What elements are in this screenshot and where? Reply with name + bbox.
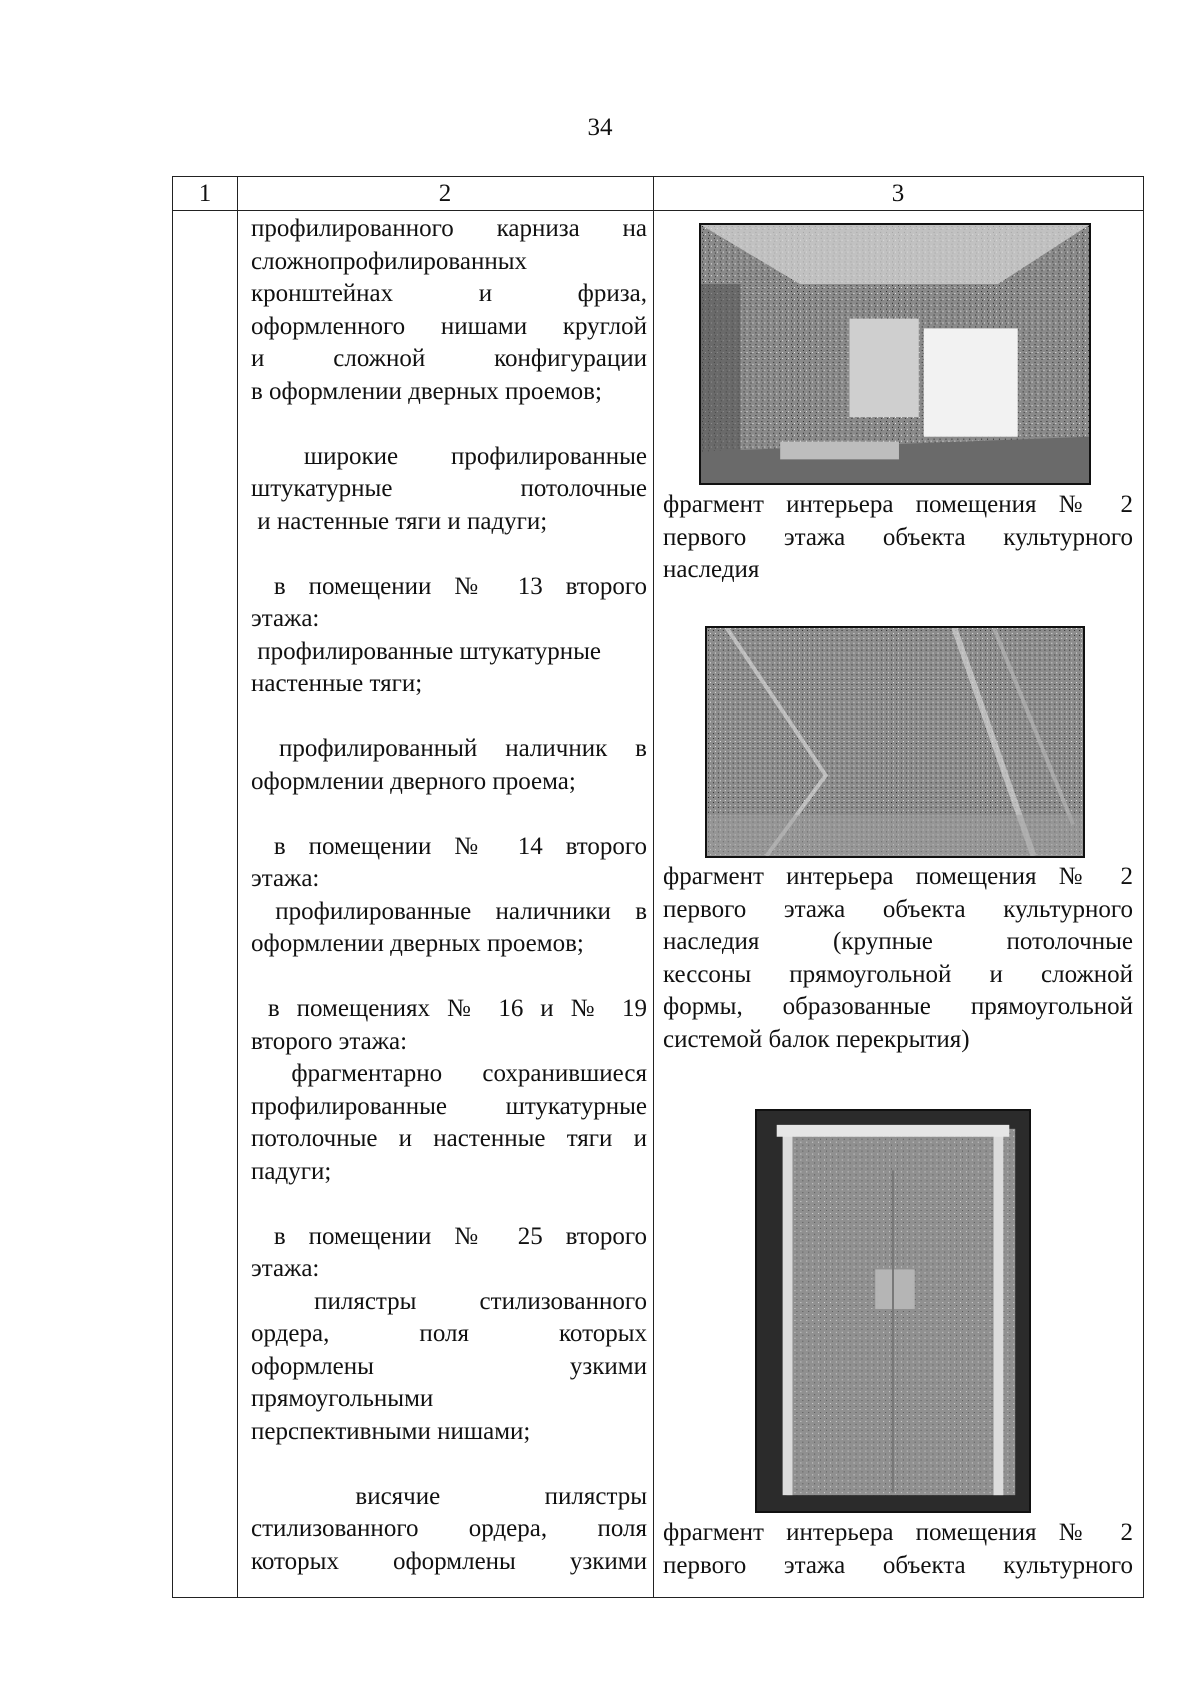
caption-line: первого этажа объекта культурного <box>663 523 1133 551</box>
description-column <box>251 213 647 1578</box>
description-line: оформлении дверного проема; <box>251 767 576 795</box>
description-line: штукатурные потолочные <box>251 475 647 502</box>
caption-line: системой балок перекрытия) <box>663 1025 970 1053</box>
header-divider <box>173 210 1143 211</box>
photo-caption-2 <box>663 861 1133 1056</box>
header-col-1: 1 <box>198 180 212 207</box>
description-line: ордера, поля которых <box>251 1320 647 1347</box>
description-line: профилированные штукатурные <box>251 637 601 665</box>
interior-photo-1 <box>699 223 1091 485</box>
caption-line: формы, образованные прямоугольной <box>663 993 1133 1020</box>
description-line: фрагментарно сохранившиеся <box>251 1060 647 1087</box>
caption-line: фрагмент интерьера помещения № 2 <box>663 491 1133 518</box>
heritage-table <box>172 176 1144 1598</box>
description-line: профилированные наличники в <box>251 897 647 925</box>
description-line: перспективными нишами; <box>251 1417 531 1445</box>
description-line: настенные тяги; <box>251 670 423 697</box>
description-line: и сложной конфигурации <box>251 345 647 372</box>
description-line: сложнопрофилированных <box>251 247 528 275</box>
description-line: этажа: <box>251 865 320 892</box>
description-line: в помещении № 14 второго <box>251 832 647 860</box>
description-line <box>251 1188 647 1221</box>
description-line: профилированные штукатурные <box>251 1092 647 1120</box>
description-line: и настенные тяги и падуги; <box>251 507 548 535</box>
interior-photo-2 <box>705 626 1085 858</box>
caption-line: первого этажа объекта культурного <box>663 895 1133 923</box>
description-line <box>251 1448 647 1481</box>
description-line: профилированного карниза на <box>251 215 647 242</box>
description-line: в помещении № 25 второго <box>251 1222 647 1250</box>
description-line: стилизованного ордера, поля <box>251 1515 647 1542</box>
description-line: этажа: <box>251 1255 320 1282</box>
caption-line: наследия (крупные потолочные <box>663 928 1133 955</box>
description-line <box>251 961 647 994</box>
description-line: оформлении дверных проемов; <box>251 930 584 957</box>
description-line: кронштейнах и фриза, <box>251 280 647 307</box>
description-line: потолочные и настенные тяги и <box>251 1125 647 1152</box>
page-number: 34 <box>587 114 613 141</box>
header-col-2: 2 <box>438 180 452 207</box>
column-divider-2 <box>653 177 654 1597</box>
description-line: оформленного нишами круглой <box>251 312 647 340</box>
description-line: которых оформлены узкими <box>251 1547 647 1575</box>
description-line <box>251 701 647 734</box>
caption-line: фрагмент интерьера помещения № 2 <box>663 863 1133 890</box>
interior-photo-3 <box>755 1109 1031 1513</box>
description-line <box>251 408 647 441</box>
description-line: в помещении № 13 второго <box>251 572 647 600</box>
description-line <box>251 538 647 571</box>
description-line: висячие пилястры <box>251 1482 647 1510</box>
description-line: пилястры стилизованного <box>251 1287 647 1315</box>
description-line: прямоугольными <box>251 1385 434 1412</box>
caption-line: кессоны прямоугольной и сложной <box>663 960 1133 988</box>
photo-caption-3 <box>663 1517 1133 1582</box>
description-line: этажа: <box>251 605 320 632</box>
caption-line: фрагмент интерьера помещения № 2 <box>663 1519 1133 1546</box>
description-line: второго этажа: <box>251 1027 408 1055</box>
description-line: оформлены узкими <box>251 1352 647 1380</box>
description-line <box>251 798 647 831</box>
caption-line: наследия <box>663 556 760 583</box>
description-line: в помещениях № 16 и № 19 <box>251 995 647 1022</box>
description-line: в оформлении дверных проемов; <box>251 377 602 405</box>
header-col-3: 3 <box>891 180 905 207</box>
description-line: широкие профилированные <box>251 442 647 470</box>
photo-caption-1 <box>663 489 1133 587</box>
column-divider-1 <box>237 177 238 1597</box>
description-line: падуги; <box>251 1157 332 1185</box>
caption-line: первого этажа объекта культурного <box>663 1551 1133 1579</box>
description-line: профилированный наличник в <box>251 735 647 762</box>
